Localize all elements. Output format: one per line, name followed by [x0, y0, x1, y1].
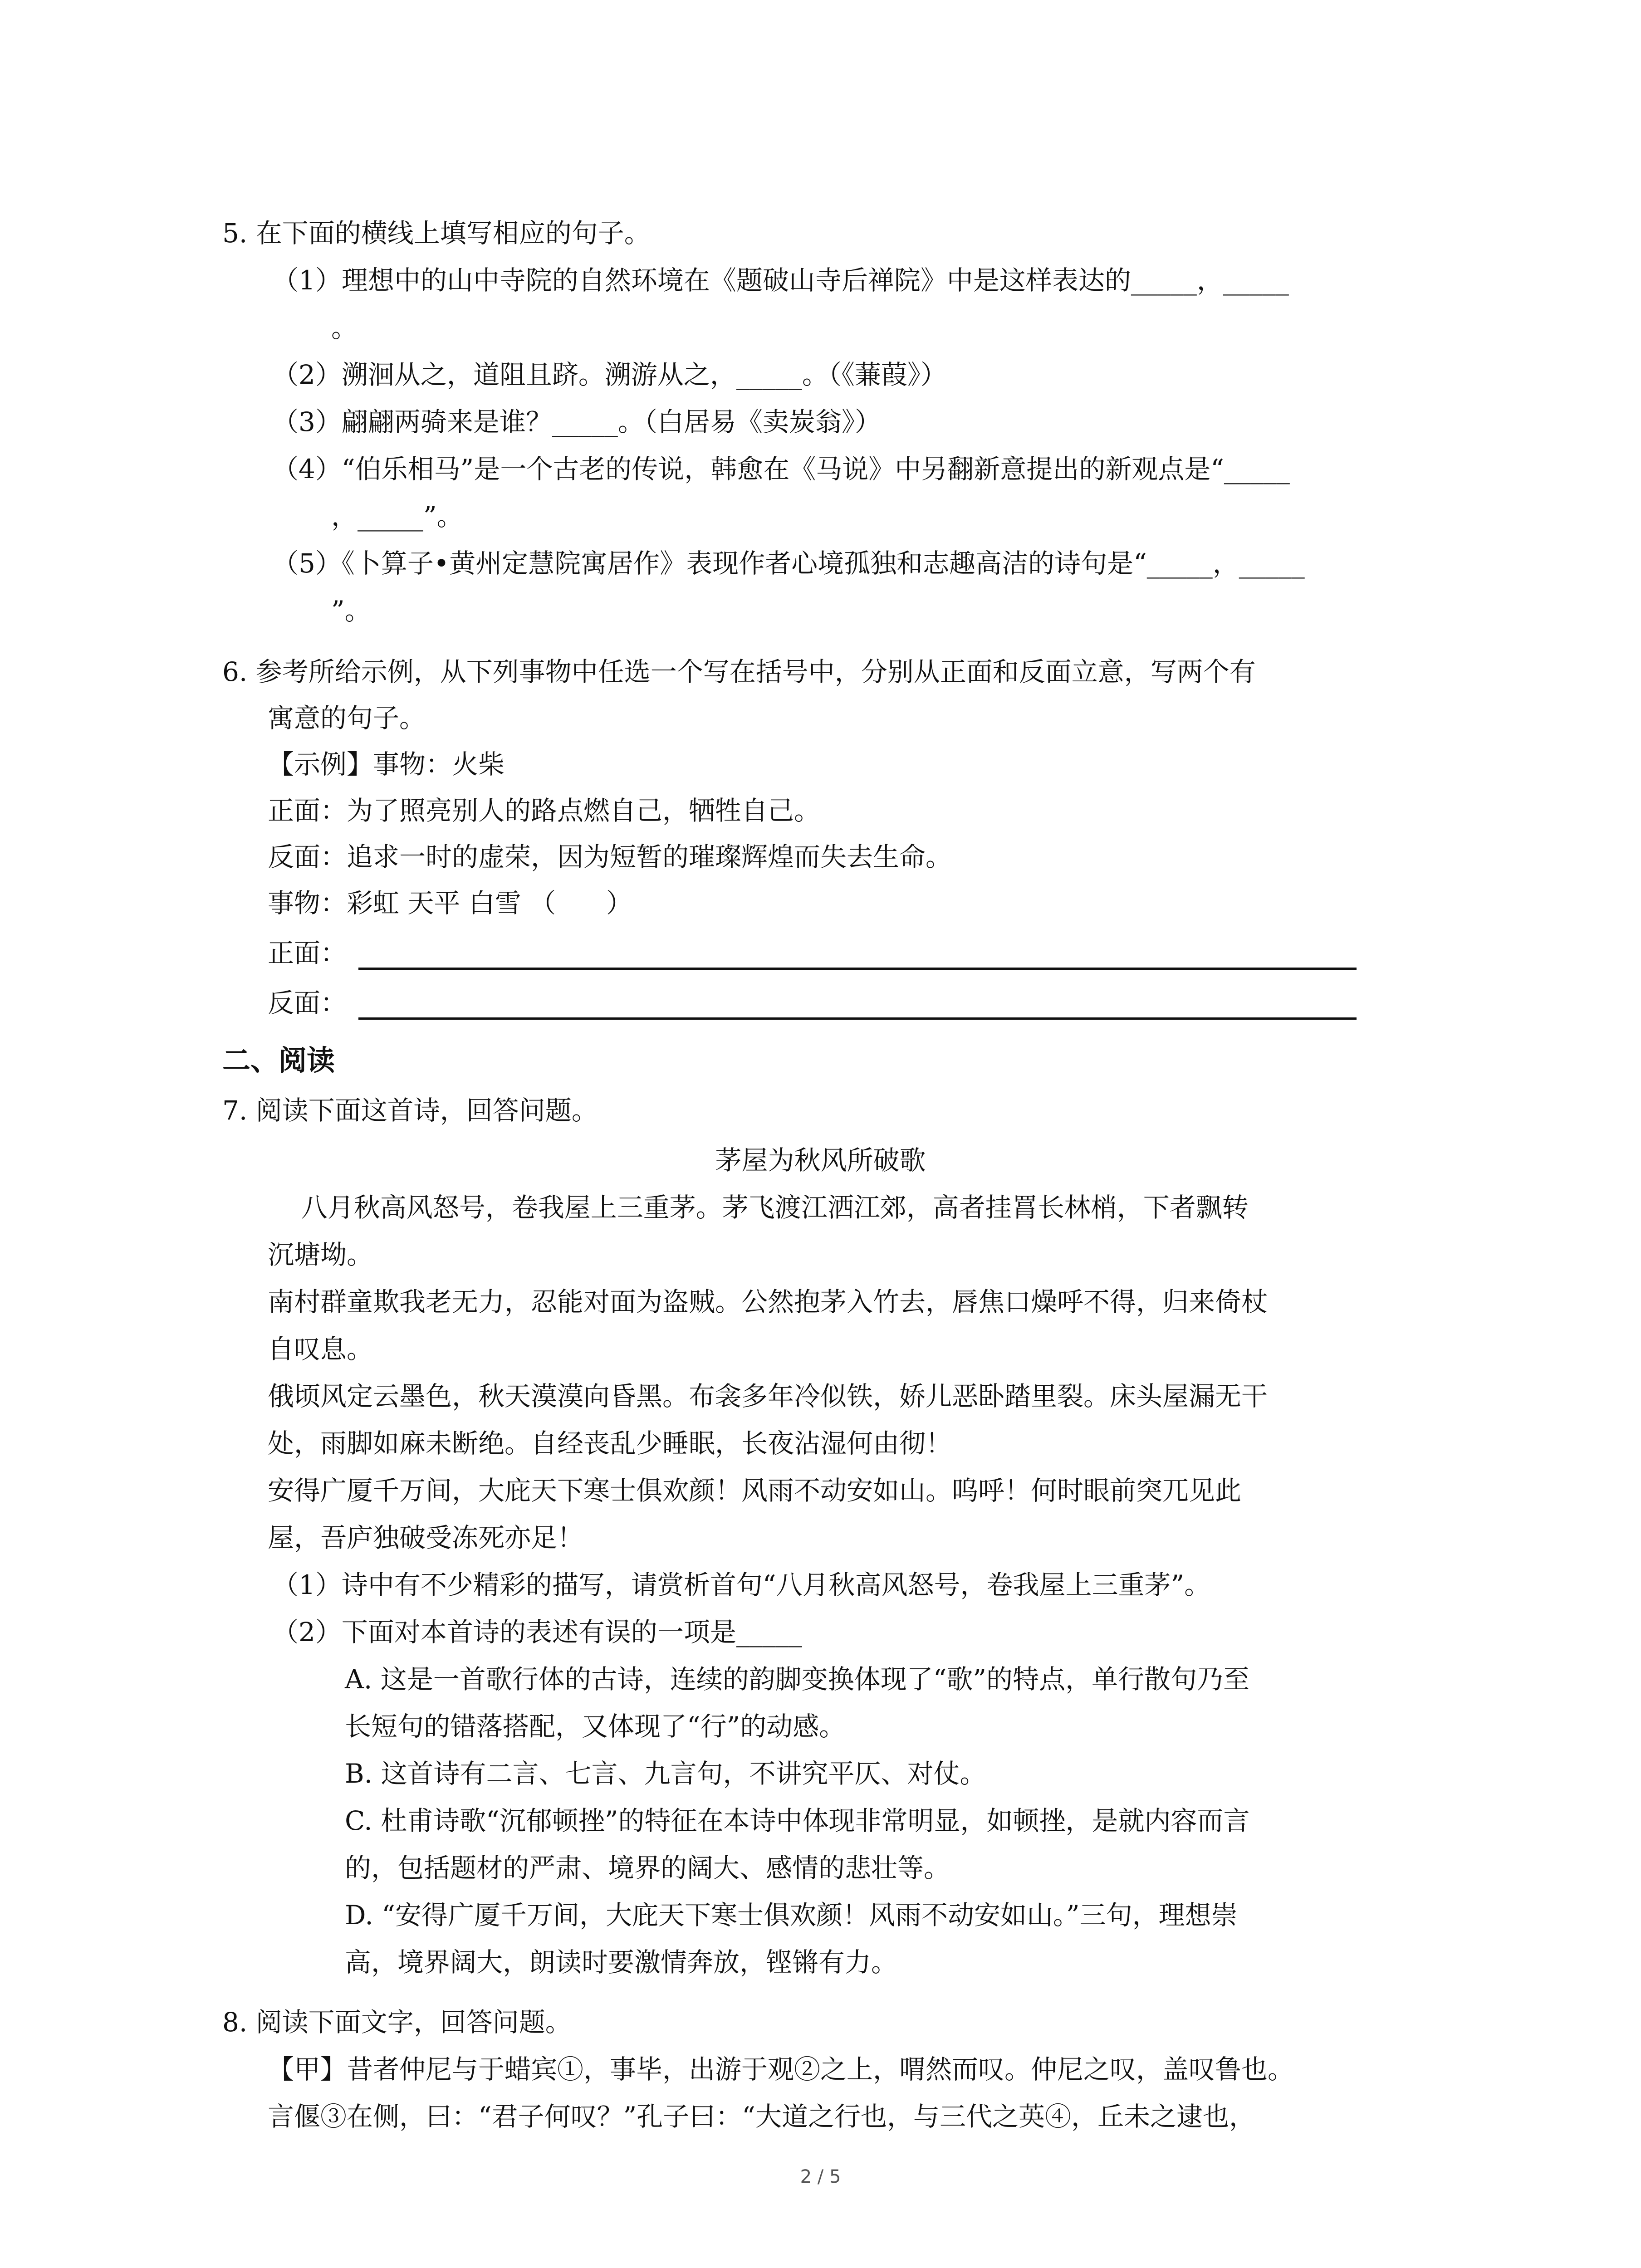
option-d: D. “安得广厦千万间，大庇天下寒士俱欢颜！风雨不动安如山。”三句，理想崇	[345, 1900, 1238, 1931]
q6-example-negative: 反面：追求一时的虚荣，因为短暂的璀璨辉煌而失去生命。	[268, 841, 952, 872]
q6-items: 事物：彩虹 天平 白雪 （ ）	[268, 888, 632, 919]
section-heading: 二、阅读	[222, 1044, 335, 1077]
q6-stem-cont: 寓意的句子。	[268, 703, 426, 733]
q8-stem: 8. 阅读下面文字，回答问题。	[222, 2007, 572, 2038]
q7-sub-2: （2）下面对本首诗的表述有误的一项是_____	[272, 1617, 802, 1647]
poem-line: 处，雨脚如麻未断绝。自经丧乱少睡眠，长夜沾湿何由彻！	[268, 1428, 952, 1459]
q7-stem: 7. 阅读下面这首诗，回答问题。	[222, 1095, 598, 1126]
option-b: B. 这首诗有二言、七言、九言句，不讲究平仄、对仗。	[345, 1758, 986, 1789]
poem-title: 茅屋为秋风所破歌	[715, 1145, 926, 1176]
q5-item-5: （5）《卜算子•黄州定慧院寓居作》表现作者心境孤独和志趣高洁的诗句是“_____，_____	[272, 548, 1305, 579]
q5-item-1-cont: 。	[331, 313, 358, 343]
q7-sub-1: （1）诗中有不少精彩的描写，请赏析首句“八月秋高风怒号，卷我屋上三重茅”。	[272, 1569, 1211, 1600]
q5-stem: 5. 在下面的横线上填写相应的句子。	[222, 218, 651, 249]
poem-line: 屋，吾庐独破受冻死亦足！	[268, 1522, 584, 1553]
q6-stem: 6. 参考所给示例，从下列事物中任选一个写在括号中，分别从正面和反面立意，写两个有	[222, 656, 1256, 687]
q5-item-1: （1）理想中的山中寺院的自然环境在《题破山寺后禅院》中是这样表达的_____，_____	[272, 265, 1289, 296]
option-c-cont: 的，包括题材的严肃、境界的阔大、感情的悲壮等。	[345, 1853, 950, 1883]
q8-passage-line: 【甲】昔者仲尼与于蜡宾①，事毕，出游于观②之上，喟然而叹。仲尼之叹，盖叹鲁也。	[268, 2054, 1294, 2085]
q5-item-2: （2）溯洄从之，道阻且跻。溯游从之，_____。（《蒹葭》）	[272, 359, 947, 390]
poem-line: 俄顷风定云墨色，秋天漠漠向昏黑。布衾多年冷似铁，娇儿恶卧踏里裂。床头屋漏无干	[268, 1381, 1268, 1412]
q6-example-positive: 正面：为了照亮别人的路点燃自己，牺牲自己。	[268, 795, 821, 826]
q5-item-5-cont: ”。	[331, 595, 371, 626]
page-number: 2 / 5	[800, 2166, 841, 2187]
poem-line: 安得广厦千万间，大庇天下寒士俱欢颜！风雨不动安如山。呜呼！何时眼前突兀见此	[268, 1475, 1242, 1506]
option-a-cont: 长短句的错落搭配，又体现了“行”的动感。	[345, 1711, 846, 1742]
q6-positive-answer-line[interactable]	[358, 968, 1357, 970]
poem-line: 沉塘坳。	[268, 1239, 373, 1270]
q5-item-4-cont: ，_____”。	[331, 501, 463, 532]
option-a: A. 这是一首歌行体的古诗，连续的韵脚变换体现了“歌”的特点，单行散句乃至	[345, 1664, 1250, 1695]
poem-line: 自叹息。	[268, 1334, 373, 1364]
q6-example-label: 【示例】事物：火柴	[268, 749, 505, 780]
option-c: C. 杜甫诗歌“沉郁顿挫”的特征在本诗中体现非常明显，如顿挫，是就内容而言	[345, 1805, 1250, 1836]
option-d-cont: 高，境界阔大，朗读时要激情奔放，铿锵有力。	[345, 1947, 898, 1978]
q5-item-3: （3）翩翩两骑来是谁？_____。（白居易《卖炭翁》）	[272, 406, 881, 437]
q8-passage-line: 言偃③在侧，曰：“君子何叹？”孔子曰：“大道之行也，与三代之英④，丘未之逮也，	[268, 2101, 1255, 2132]
poem-line: 南村群童欺我老无力，忍能对面为盗贼。公然抱茅入竹去，唇焦口燥呼不得，归来倚杖	[268, 1286, 1268, 1317]
poem-line: 八月秋高风怒号，卷我屋上三重茅。茅飞渡江洒江郊，高者挂罥长林梢，下者飘转	[268, 1192, 1249, 1223]
q6-negative-label: 反面：	[268, 987, 347, 1018]
q6-negative-answer-line[interactable]	[358, 1017, 1357, 1020]
q5-item-4: （4）“伯乐相马”是一个古老的传说，韩愈在《马说》中另翻新意提出的新观点是“_____	[272, 454, 1290, 484]
q6-positive-label: 正面：	[268, 938, 347, 968]
